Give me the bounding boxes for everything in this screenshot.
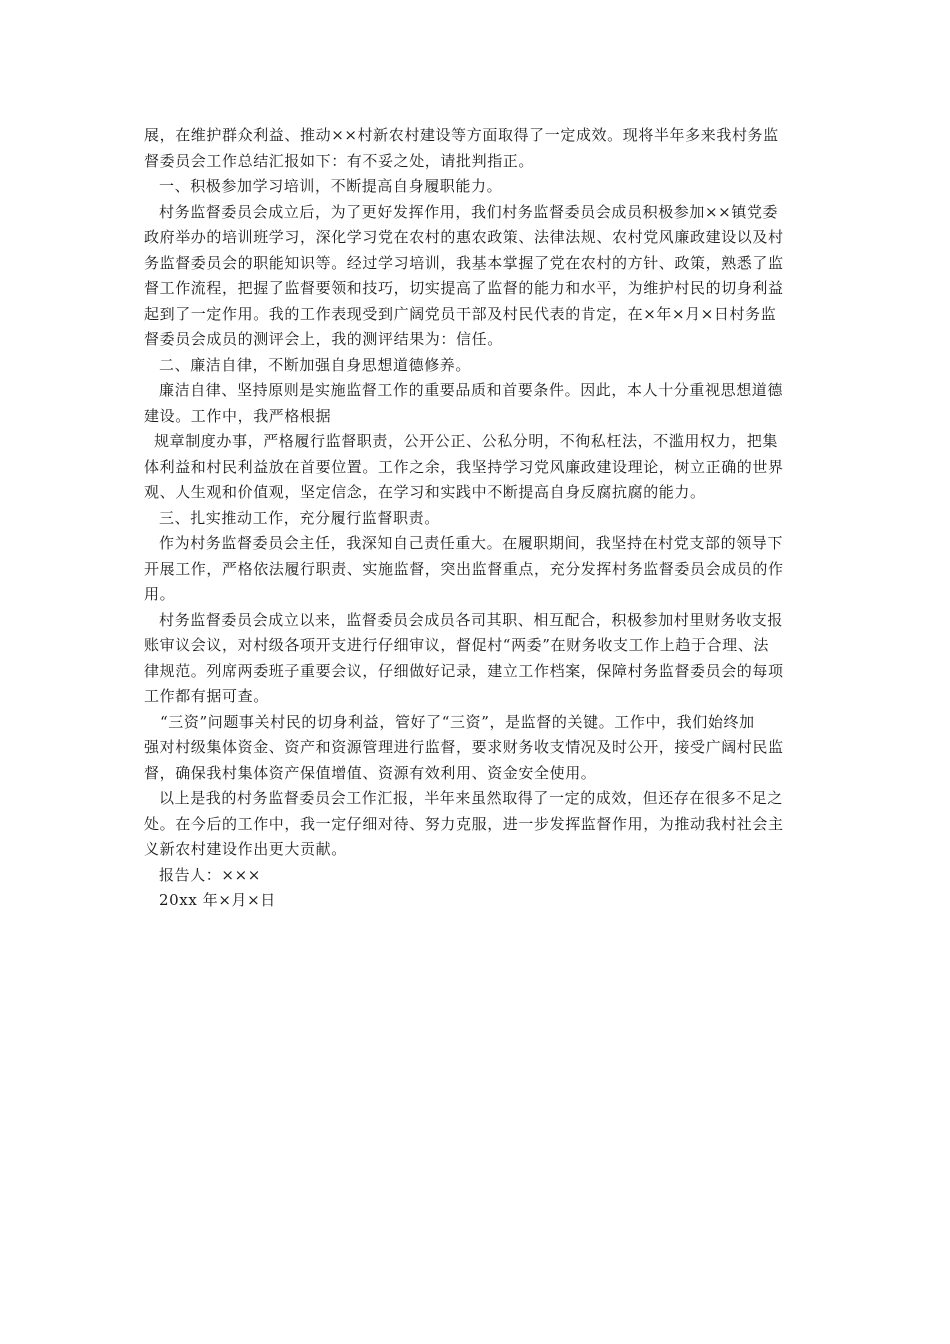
text-line: 村务监督委员会成立后，为了更好发挥作用，我们村务监督委员会成员积极参加××镇党委: [159, 202, 779, 221]
text-line: 展，在维护群众利益、推动××村新农村建设等方面取得了一定成效。现将半年多来我村务监: [144, 126, 779, 144]
text-line: 强对村级集体资金、资产和资源管理进行监督，要求财务收支情况及时公开，接受广阔村民监: [144, 738, 784, 756]
text-line: 账审议会议，对村级各项开支进行仔细审议，督促村“两委”在财务收支工作上趋于合理、法: [144, 636, 769, 654]
text-line: 务监督委员会的职能知识等。经过学习培训，我基本掌握了党在农村的方针、政策，熟悉了监: [144, 253, 784, 272]
date-line: 20xx 年×月×日: [159, 891, 276, 909]
text-line: 督委员会工作总结汇报如下：有不妥之处，请批判指正。: [144, 151, 535, 170]
text-line: 规章制度办事，严格履行监督职责，公开公正、公私分明，不徇私枉法，不滥用权力，把集: [154, 432, 779, 450]
text-line: 以上是我的村务监督委员会工作汇报，半年来虽然取得了一定的成效，但还存在很多不足之: [159, 789, 784, 807]
text-line: 开展工作，严格依法履行职责、实施监督，突出监督重点，充分发挥村务监督委员会成员的作: [144, 559, 784, 578]
text-line: 起到了一定作用。我的工作表现受到广阔党员干部及村民代表的肯定，在×年×月×日村务监: [144, 304, 777, 323]
text-line: 督工作流程，把握了监督要领和技巧，切实提高了监督的能力和水平，为维护村民的切身利益: [144, 279, 784, 297]
text-line: 用。: [144, 585, 176, 603]
text-line: 义新农村建设作出更大贡献。: [144, 840, 347, 858]
text-line: 督，确保我村集体资产保值增值、资源有效利用、资金安全使用。: [144, 763, 597, 782]
text-line: 政府举办的培训班学习，深化学习党在农村的惠农政策、法律法规、农村党风廉政建设以及村: [144, 228, 784, 246]
text-line: 作为村务监督委员会主任，我深知自己责任重大。在履职期间，我坚持在村党支部的领导下: [159, 534, 784, 552]
text-line: 工作都有据可查。: [144, 687, 269, 705]
text-line: 处。在今后的工作中，我一定仔细对待、努力克服，进一步发挥监督作用，为推动我村社会主: [144, 814, 784, 833]
reporter-line: 报告人：×××: [159, 865, 261, 884]
section-heading-1: 一、积极参加学习培训，不断提高自身履职能力。: [159, 177, 503, 195]
text-line: 建设。工作中，我严格根据: [144, 406, 332, 425]
section-heading-2: 二、廉洁自律，不断加强自身思想道德修养。: [159, 355, 472, 374]
text-line: 廉洁自律、坚持原则是实施监督工作的重要品质和首要条件。因此，本人十分重视思想道德: [159, 381, 784, 399]
section-heading-3: 三、扎实推动工作，充分履行监督职责。: [159, 508, 440, 527]
text-line: 督委员会成员的测评会上，我的测评结果为：信任。: [144, 330, 503, 348]
text-line: 村务监督委员会成立以来，监督委员会成员各司其职、相互配合，积极参加村里财务收支报: [159, 610, 784, 629]
text-line: 观、人生观和价值观，坚定信念，在学习和实践中不断提高自身反腐抗腐的能力。: [144, 483, 706, 501]
text-line: 体利益和村民利益放在首要位置。工作之余，我坚持学习党风廉政建设理论，树立正确的世界: [144, 457, 784, 476]
text-line: “三资”问题事关村民的切身利益，管好了“三资”，是监督的关键。工作中，我们始终加: [160, 712, 755, 731]
text-line: 律规范。列席两委班子重要会议，仔细做好记录，建立工作档案，保障村务监督委员会的每项: [144, 661, 784, 680]
document-body: [144, 123, 802, 914]
